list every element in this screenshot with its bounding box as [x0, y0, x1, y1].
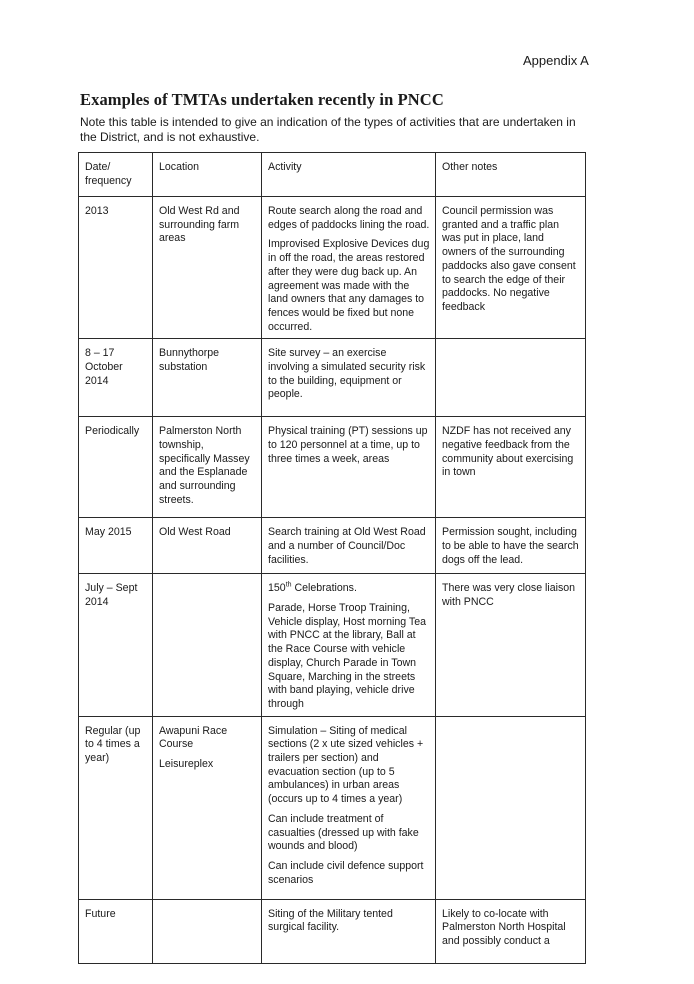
- activity-text: Search training at Old West Road and a number of Council/Doc facilities.: [268, 526, 426, 566]
- row-location: [153, 899, 262, 963]
- table-row: [79, 574, 586, 716]
- row-date: Future: [79, 899, 153, 963]
- table-row: [79, 197, 586, 339]
- activity-text: Simulation – Siting of medical sections (2 x ute sized vehicles + trailers per section) and evacuation section (up to 5 ambulances) in urban areas (occurs up to 4 times a year): [268, 724, 424, 806]
- row-activity: [262, 899, 436, 963]
- tmta-table: [78, 152, 586, 964]
- activity-text: Siting of the Military tented surgical facility.: [268, 907, 393, 934]
- row-location: [153, 716, 262, 899]
- header-date: Date/ frequency: [79, 153, 153, 197]
- celebration-rest: Celebrations.: [291, 582, 357, 595]
- row-activity: [262, 339, 436, 417]
- row-activity: [262, 716, 436, 899]
- location-text: Palmerston North township, specifically Massey and the Esplanade and surrounding streets.: [159, 425, 250, 506]
- row-notes: [436, 518, 586, 574]
- row-activity: [262, 574, 436, 716]
- row-notes: [436, 716, 586, 899]
- row-activity: [262, 197, 436, 339]
- header-location: Location: [153, 153, 262, 197]
- row-location: [153, 417, 262, 518]
- table-row: [79, 339, 586, 417]
- intro-note: Note this table is intended to give an indication of the types of activities that are undertaken in the District, and is not exhaustive.: [80, 115, 576, 144]
- row-activity: [262, 417, 436, 518]
- row-date: 2013: [79, 197, 153, 339]
- activity-text: Can include treatment of casualties (dressed up with fake wounds and blood): [268, 812, 419, 853]
- location-text: Awapuni Race Course: [159, 724, 228, 751]
- row-notes: [436, 417, 586, 518]
- table-header-row: [79, 153, 586, 197]
- appendix-label: Appendix A: [523, 53, 589, 68]
- row-date: Periodically: [79, 417, 153, 518]
- location-text: Old West Road: [159, 526, 231, 539]
- notes-text: Council permission was granted and a traffic plan was put in place, land owners of the surrounding paddocks also gave consent to search the edge of their paddocks. No negative feedback: [442, 205, 576, 313]
- celebration-number: 150: [268, 582, 286, 595]
- table-row: [79, 518, 586, 574]
- table-row: [79, 716, 586, 899]
- location-text: Leisureplex: [159, 758, 214, 771]
- page-title: Examples of TMTAs undertaken recently in PNCC: [80, 90, 444, 109]
- row-location: [153, 518, 262, 574]
- row-location: [153, 574, 262, 716]
- row-location: [153, 339, 262, 417]
- header-other-notes: Other notes: [436, 153, 586, 197]
- activity-text: Parade, Horse Troop Training, Vehicle display, Host morning Tea with PNCC at the library, Ball at the Race Course with vehicle display, Church Parade in Town Square, Marching in the streets with band playing, vehicle drive through: [268, 602, 427, 710]
- row-date: 8 – 17 October 2014: [79, 339, 153, 417]
- activity-text: Route search along the road and edges of paddocks lining the road.: [268, 205, 430, 231]
- activity-text: Physical training (PT) sessions up to 120 personnel at a time, up to three times a week, areas: [268, 425, 428, 465]
- notes-text: Permission sought, including to be able to have the search dogs off the lead.: [442, 526, 579, 566]
- activity-text: Can include civil defence support scenarios: [268, 859, 424, 886]
- row-notes: [436, 574, 586, 716]
- row-date: May 2015: [79, 518, 153, 574]
- celebration-suffix: th: [285, 581, 292, 589]
- location-text: Bunnythorpe substation: [159, 347, 220, 374]
- row-activity: [262, 518, 436, 574]
- notes-text: Likely to co-locate with Palmerston North Hospital and possibly conduct a: [442, 907, 566, 948]
- row-location: [153, 197, 262, 339]
- notes-text: NZDF has not received any negative feedback from the community about exercising in town: [442, 425, 574, 479]
- row-date: July – Sept 2014: [79, 574, 153, 716]
- header-activity: Activity: [262, 153, 436, 197]
- celebration-heading: [268, 582, 430, 596]
- activity-text: Site survey – an exercise involving a simulated security risk to the building, equipment or people.: [268, 347, 426, 401]
- location-text: Old West Rd and surrounding farm areas: [159, 205, 240, 245]
- row-notes: [436, 339, 586, 417]
- row-date: Regular (up to 4 times a year): [79, 716, 153, 899]
- table-row: [79, 899, 586, 963]
- row-notes: [436, 899, 586, 963]
- activity-text: Improvised Explosive Devices dug in off the road, the areas restored after they were dug back up. An agreement was made with the land owners that any damages to fences would be fixed but none occurred.: [268, 238, 430, 333]
- table-row: [79, 417, 586, 518]
- notes-text: There was very close liaison with PNCC: [442, 582, 576, 609]
- row-notes: [436, 197, 586, 339]
